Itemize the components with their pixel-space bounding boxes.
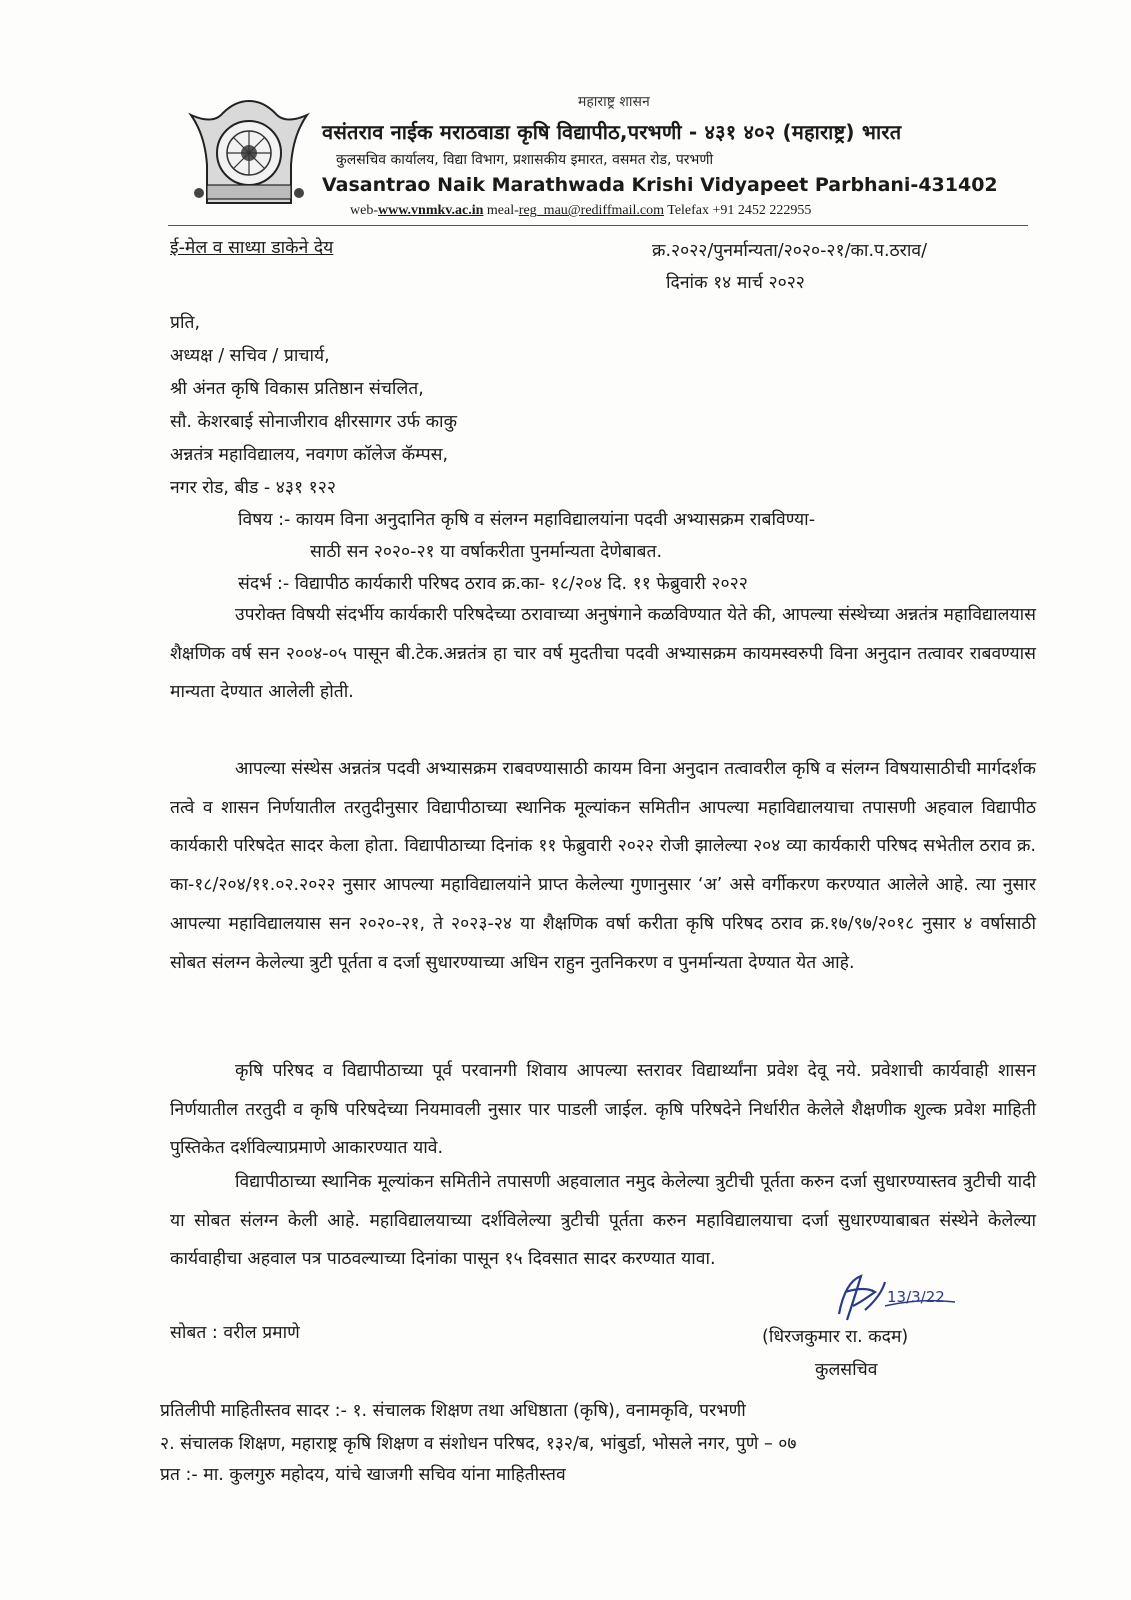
reference-number: क्र.२०२२/पुनर्मान्यता/२०२०-२१/का.प.ठराव/: [652, 241, 927, 261]
addressee-line: अध्यक्ष / सचिव / प्राचार्य,: [170, 346, 330, 366]
body-paragraph: उपरोक्त विषयी संदर्भीय कार्यकारी परिषदेच्या ठरावाच्या अनुषंगाने कळविण्यात येते की, आपल्या संस्थेच्या अन्नतंत्र महाविद्यालयास शैक्षणिक वर्ष सन २००४-०५ पासून बी.टेक.अन्नतंत्र हा चार वर्ष मुदतीचा पदवी अभ्यासक्रम कायमस्वरुपी विना अनुदान तत्वावर राबवण्यास मान्यता देण्यात आलेली होती.: [170, 605, 1036, 703]
addressee-line: अन्नतंत्र महाविद्यालय, नवगण कॉलेज कॅम्पस,: [170, 445, 449, 465]
office-address: कुलसचिव कार्यालय, विद्या विभाग, प्रशासकीय इमारत, वसमत रोड, परभणी: [336, 152, 714, 168]
addressee-line: नगर रोड, बीड - ४३१ १२२: [170, 478, 336, 498]
university-name-english: Vasantrao Naik Marathwada Krishi Vidyapeet Parbhani-431402: [322, 174, 998, 196]
mail-label: meal-: [486, 203, 519, 218]
addressee-line: प्रति,: [170, 313, 201, 333]
copy-to-line: प्रत :- मा. कुलगुरु महोदय, यांचे खाजगी सचिव यांना माहितीस्तव: [160, 1465, 566, 1485]
copy-to-line: प्रतिलीपी माहितीस्तव सादर :- १. संचालक शिक्षण तथा अधिष्ठाता (कृषि), वनामकृवि, परभणी: [160, 1401, 746, 1421]
web-label: web-: [350, 203, 378, 218]
body-paragraph: कृषि परिषद व विद्यापीठाच्या पूर्व परवानगी शिवाय आपल्या स्तरावर विद्यार्थ्यांना प्रवेश देवू नये. प्रवेशाची कार्यवाही शासन निर्णयातील तरतुदी व कृषि परिषदेच्या नियमावली नुसार पार पाडली जाईल. कृषि परिषदेने निर्धारीत केलेले शैक्षणीक शुल्क प्रवेश माहिती पुस्तिकेत दर्शविल्याप्रमाणे आकारण्यात यावे.: [170, 1061, 1036, 1159]
copy-to-line: २. संचालक शिक्षण, महाराष्ट्र कृषि शिक्षण व संशोधन परिषद, १३२/ब, भांबुर्डा, भोसले नगर, पुणे – ०७: [160, 1434, 797, 1454]
reference-line: संदर्भ :- विद्यापीठ कार्यकारी परिषद ठराव क्र.का- १८/२०४ दि. ११ फेब्रुवारी २०२२: [238, 574, 748, 594]
enclosure-note: सोबत : वरील प्रमाणे: [170, 1323, 300, 1343]
handwritten-signature: [825, 1262, 975, 1332]
website-link[interactable]: www.vnmkv.ac.in: [378, 203, 484, 218]
subject-line: विषय :- कायम विना अनुदानित कृषि व संलग्न महाविद्यालयांना पदवी अभ्यासक्रम राबविण्या-: [238, 510, 816, 530]
email-link[interactable]: reg_mau@rediffmail.com: [518, 203, 664, 218]
contact-line: [350, 203, 811, 219]
body-paragraph: विद्यापीठाच्या स्थानिक मूल्यांकन समितीने तपासणी अहवालात नमुद केलेल्या त्रुटीची पूर्तता करुन दर्जा सुधारण्यास्तव त्रुटीची यादी या सोबत संलग्न केली आहे. महाविद्यालयाच्या दर्शविलेल्या त्रुटीची पूर्तता करुन महाविद्यालयाचा दर्जा सुधारण्याबाबत संस्थेने केलेल्या कार्यवाहीचा अहवाल पत्र पाठवल्याच्या दिनांका पासून १५ दिवसात सादर करण्यात यावा.: [170, 1172, 1036, 1270]
signatory-name: (धिरजकुमार रा. कदम): [762, 1327, 909, 1347]
university-name-marathi: वसंतराव नाईक मराठवाडा कृषि विद्यापीठ,परभणी - ४३१ ४०२ (महाराष्ट्र) भारत: [322, 120, 902, 144]
body-paragraph: आपल्या संस्थेस अन्नतंत्र पदवी अभ्यासक्रम राबवण्यासाठी कायम विना अनुदान तत्वावरील कृषि व संलग्न विषयासाठीची मार्गदर्शक तत्वे व शासन निर्णयातील तरतुदीनुसार विद्यापीठाच्या स्थानिक मूल्यांकन समितीन आपल्या महाविद्यालयाचा तपासणी अहवाल विद्यापीठ कार्यकारी परिषदेत सादर केला होता. विद्यापीठाच्या दिनांक ११ फेब्रुवारी २०२२ रोजी झालेल्या २०४ व्या कार्यकारी परिषद सभेतील ठराव क्र. का-१८/२०४/११.०२.२०२२ नुसार आपल्या महाविद्यालयांने प्राप्त केलेल्या गुणानुसार ‘अ’ असे वर्गीकरण करण्यात आलेले आहे. त्या नुसार आपल्या महाविद्यालयास सन २०२०-२१, ते २०२३-२४ या शैक्षणिक वर्षा करीता कृषि परिषद ठराव क्र.१७/९७/२०१८ नुसार ४ वर्षासाठी सोबत संलग्न केलेल्या त्रुटी पूर्तता व दर्जा सुधारण्याच्या अधिन राहुन नुतनिकरण व पुनर्मान्यता देण्यात येत आहे.: [170, 759, 1036, 973]
telefax: Telefax +91 2452 222955: [667, 203, 812, 218]
addressee-line: श्री अंनत कृषि विकास प्रतिष्ठान संचलित,: [170, 379, 424, 399]
government-label: महाराष्ट्र शासन: [578, 94, 650, 110]
header-divider: [168, 225, 1028, 226]
letter-date: दिनांक १४ मार्च २०२२: [666, 273, 805, 293]
university-logo-icon: [185, 95, 313, 215]
signatory-title: कुलसचिव: [815, 1360, 878, 1380]
signature-date: 13/3/22: [887, 1288, 945, 1306]
dispatch-mode: ई-मेल व साध्या डाकेने देय: [170, 238, 334, 258]
addressee-line: सौ. केशरबाई सोनाजीराव क्षीरसागर उर्फ काकु: [170, 412, 458, 432]
subject-line-continued: साठी सन २०२०-२१ या वर्षाकरीता पुनर्मान्यता देणेबाबत.: [310, 542, 663, 562]
